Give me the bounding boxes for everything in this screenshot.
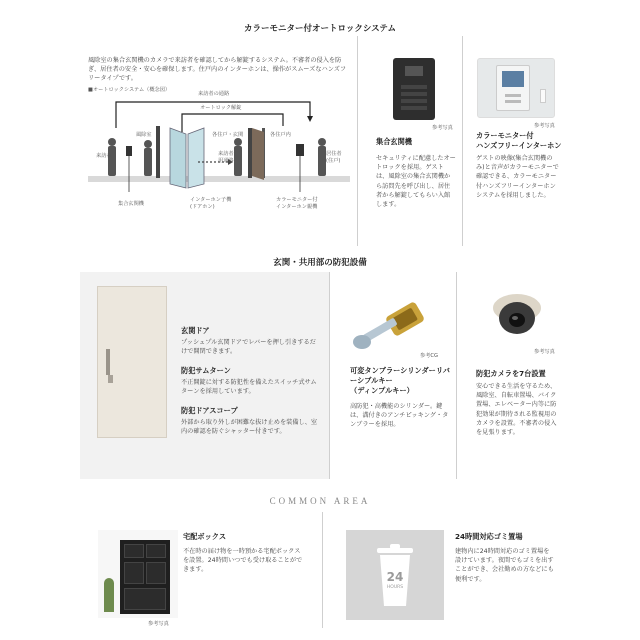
garbage-badge-sub: HOURS [386, 585, 404, 590]
autolock-description: 風除室の集合玄関機のカメラで来訪者を確認してから解錠するシステム。不審者の侵入を防ぎ、居住者の安全・安心を確保します。住戸内のインターホンは、操作がスムーズなハンズフリータイプです。 [88, 57, 347, 83]
label-door-intercom: インターホン子機 (ドアホン) [190, 197, 232, 210]
diagram-caption: ■オートロックシステム（概念図） [88, 87, 171, 93]
intercom-text: ゲストの映像(集合玄関機のみ)と音声がカラーモニターで確認できる、カラーモニター付ハンズフリーインターホンシステムを採用しました。 [476, 155, 559, 199]
common-area-title: COMMON AREA [30, 496, 610, 506]
divider [456, 272, 457, 479]
door-scope-title: 防犯ドアスコープ [181, 406, 238, 415]
garbage-area-image [346, 530, 444, 620]
intercom-title: カラーモニター付 ハンズフリーインターホン [476, 131, 562, 150]
thumbturn-title: 防犯サムターン [181, 366, 231, 375]
entrance-panel-title: 集合玄関機 [376, 137, 412, 146]
key-text: 高防犯・高機能のシリンダー。鍵は、溝付きのアンチピッキング・タンブラーを採用。 [350, 403, 449, 429]
key-title: 可変タンブラーシリンダーリバーシブルキー （ディンプルキー） [350, 366, 450, 395]
delivery-title: 宅配ボックス [183, 532, 227, 541]
divider [357, 36, 358, 246]
garbage-title: 24時間対応ゴミ置場 [455, 532, 523, 541]
delivery-box-image [98, 530, 178, 618]
delivery-ref: 参考写真 [148, 621, 169, 627]
label-resident: 居住者 (住戸) [326, 151, 342, 164]
front-door-image [97, 286, 167, 438]
door-scope-text: 外部から取り外しが困難な抜け止めを装備し、室内の確認を防ぐシャッター付きです。 [181, 419, 318, 436]
garbage-text: 建物内に24時間対応のゴミ置場を設けています。夜間でもゴミを出すことができ、会社勤めの方などにも便利です。 [455, 548, 554, 583]
security-camera-image [490, 290, 544, 340]
camera-text: 安心できる生活を守るため、風除室、自転車置場、バイク置場、エレベーター内等に防犯効果が期待される監視用のカメラを設置。不審者の侵入を見張ります。 [476, 383, 557, 437]
dimple-key-image [348, 300, 438, 356]
camera-title: 防犯カメラを7台設置 [476, 369, 546, 378]
label-visitor-left: 来訪者 [96, 153, 112, 159]
garbage-badge: 24 [386, 570, 404, 584]
door-text: プッシュプル玄関ドアでレバーを押し引きするだけで開閉できます。 [181, 339, 316, 356]
label-each-door: 各住戸・玄関 [212, 132, 244, 138]
thumbturn-text: 不正開錠に対する防犯性を備えたスイッチ式サムターンを採用しています。 [181, 379, 317, 396]
camera-ref: 参考写真 [534, 349, 555, 355]
label-windbreak-room: 風除室 [136, 132, 152, 138]
label-each-interior: 各住戸内 [270, 132, 291, 138]
entrance-panel-ref: 参考写真 [432, 125, 453, 131]
key-ref: 参考CG [420, 353, 439, 359]
divider [329, 272, 330, 479]
section-title-security: 玄関・共用部の防犯設備 [30, 256, 610, 268]
label-auto-unlock: オートロック解錠 [200, 105, 242, 111]
label-visitor-route: 来訪者の通路 [198, 91, 230, 97]
delivery-text: 不在時の届け物を一時預かる宅配ボックスを設置。24時間いつでも受け取ることができます。 [183, 548, 303, 574]
label-entrance-panel: 集合玄関機 [118, 201, 144, 207]
door-title: 玄関ドア [181, 326, 210, 335]
entrance-panel-image [393, 58, 435, 120]
section-title-autolock: カラーモニター付オートロックシステム [30, 22, 610, 34]
entrance-panel-text: セキュリティに配慮したオートロックを採用。ゲストは、風除室の集合玄関機から訪問先を呼び出し、居住者から解錠してもらい入館します。 [376, 155, 456, 209]
intercom-image [477, 58, 555, 118]
label-color-monitor: カラーモニター付 インターホン親機 [276, 197, 318, 210]
divider [462, 36, 463, 246]
divider [322, 512, 323, 628]
intercom-ref: 参考写真 [534, 123, 555, 129]
label-visitor-mid: 来訪者 用通路 [218, 151, 234, 164]
